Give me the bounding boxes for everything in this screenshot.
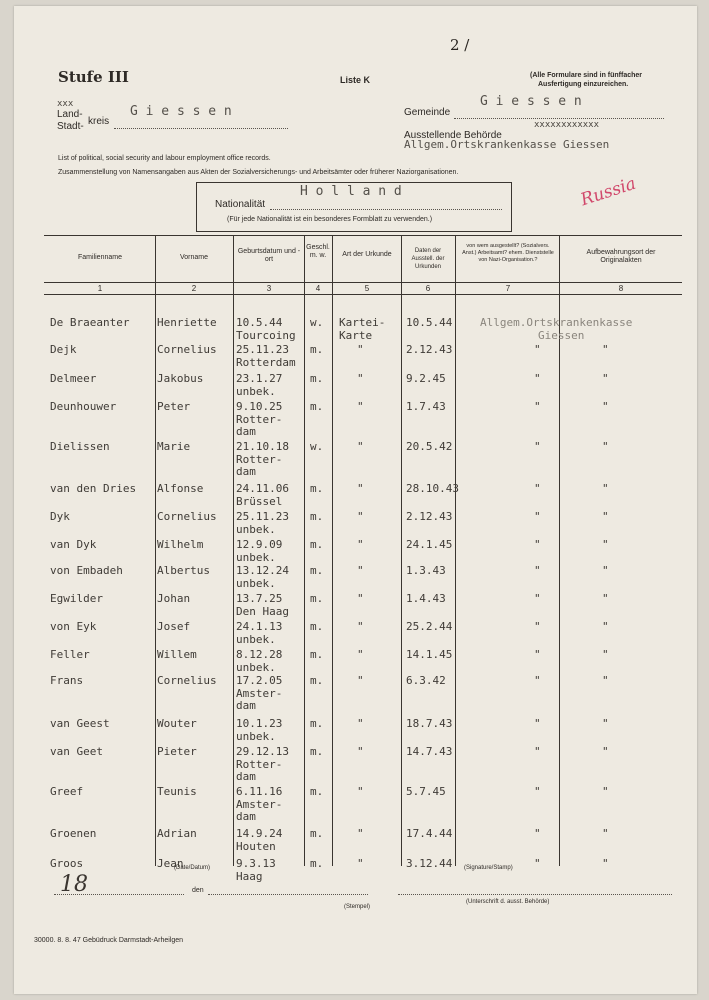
kreis-stadt-label: Stadt- — [57, 121, 84, 132]
geschlecht-cell: w. — [310, 316, 324, 329]
nationality-value: H o l l a n d — [300, 184, 402, 199]
aussteller-cell: " — [534, 343, 541, 356]
kreis-label: kreis — [88, 116, 110, 127]
behoerde-label: Ausstellende Behörde — [404, 130, 502, 141]
geschlecht-cell: m. — [310, 510, 324, 523]
document-page — [14, 6, 697, 994]
familienname-cell: Dyk — [50, 510, 70, 523]
english-description: List of political, social security and labour employment office records. — [58, 155, 271, 162]
vorname-cell: Marie — [157, 440, 191, 453]
geschlecht-cell: w. — [310, 440, 324, 453]
urkunde-cell: " — [357, 564, 364, 577]
col-header-geschlecht: Geschl. m. w. — [306, 244, 330, 259]
geburtsdatum-cell: 8.12.28 — [236, 648, 283, 661]
geburtsort-cell: Rotter- — [236, 758, 283, 771]
col-header-von-wem: von wem ausgestellt? (Sozialvers. Anst.) Arbeitsamt? ehem. Dienststelle von Nazi-Organisation.? — [462, 243, 554, 263]
table-row — [14, 564, 697, 594]
familienname-cell: von Eyk — [50, 620, 97, 633]
liste-title: Liste K — [340, 75, 371, 85]
behoerde-value: Allgem.Ortskrankenkasse Giessen — [404, 138, 610, 151]
familienname-cell: De Braeanter — [50, 316, 130, 329]
aussteller-cell: Allgem.Ortskrankenkasse — [480, 316, 633, 329]
geschlecht-cell: m. — [310, 827, 324, 840]
aussteller-cell: " — [534, 440, 541, 453]
urkunde-cell: " — [357, 674, 364, 687]
vorname-cell: Henriette — [157, 316, 217, 329]
vorname-cell: Wouter — [157, 717, 197, 730]
col-num-5: 5 — [364, 284, 370, 293]
aussteller-cell: " — [534, 592, 541, 605]
vorname-cell: Cornelius — [157, 674, 217, 687]
geburtsort-cont-cell: dam — [236, 810, 256, 823]
kreis-strike: xxx — [57, 99, 74, 109]
geschlecht-cell: m. — [310, 785, 324, 798]
printer-imprint: 30000. 8. 8. 47 Gebüdruck Darmstadt-Arheilgen — [34, 937, 184, 944]
col-header-vorname: Vorname — [179, 254, 209, 261]
aussteller-cell: " — [534, 510, 541, 523]
behoerde-strike: xxxxxxxxxxxx — [534, 120, 600, 130]
ausstellungsdatum-cell: 2.12.43 — [406, 343, 453, 356]
table-row — [14, 620, 697, 650]
urkunde-cell: " — [357, 482, 364, 495]
urkunde-cell: " — [357, 785, 364, 798]
vorname-cell: Jean — [157, 857, 184, 870]
geburtsdatum-cell: 12.9.09 — [236, 538, 283, 551]
geburtsdatum-cell: 9.10.25 — [236, 400, 283, 413]
ausstellungsdatum-cell: 25.2.44 — [406, 620, 453, 633]
geburtsdatum-cell: 24.11.06 — [236, 482, 289, 495]
ausstellungsdatum-cell: 1.3.43 — [406, 564, 446, 577]
aufbewahrung-cell: " — [602, 620, 609, 633]
aufbewahrung-cell: " — [602, 510, 609, 523]
table-row — [14, 592, 697, 622]
ausstellungsdatum-cell: 1.4.43 — [406, 592, 446, 605]
ausstellungsdatum-cell: 24.1.45 — [406, 538, 453, 551]
geburtsort-cont-cell: dam — [236, 465, 256, 478]
kreis-land-label: Land- — [57, 109, 83, 120]
urkunde-cell: " — [357, 372, 364, 385]
page-number: 2 / — [450, 36, 470, 54]
signature-label: (Signature/Stamp) — [464, 865, 513, 871]
geschlecht-cell: m. — [310, 564, 324, 577]
geburtsdatum-cell: 13.12.24 — [236, 564, 289, 577]
geburtsort-cell: Amster- — [236, 798, 283, 811]
geburtsort-cont-cell: dam — [236, 425, 256, 438]
geburtsdatum-cell: 9.3.13 — [236, 857, 276, 870]
familienname-cell: Groenen — [50, 827, 97, 840]
familienname-cell: Feller — [50, 648, 90, 661]
formulare-note-2: Ausfertigung einzureichen. — [538, 81, 629, 88]
col-num-3: 3 — [266, 284, 272, 293]
ausstellungsdatum-cell: 1.7.43 — [406, 400, 446, 413]
urkunde-cell: " — [357, 538, 364, 551]
geburtsdatum-cell: 10.1.23 — [236, 717, 283, 730]
geschlecht-cell: m. — [310, 538, 324, 551]
aufbewahrung-cell: " — [602, 440, 609, 453]
familienname-cell: Dejk — [50, 343, 77, 356]
familienname-cell: van den Dries — [50, 482, 137, 495]
gemeinde-label: Gemeinde — [404, 107, 451, 118]
geburtsort-cell: Rotter- — [236, 453, 283, 466]
aufbewahrung-cell: " — [602, 827, 609, 840]
vorname-cell: Wilhelm — [157, 538, 204, 551]
geburtsort-cell: unbek. — [236, 551, 276, 564]
familienname-cell: Greef — [50, 785, 84, 798]
urkunde-cell: " — [357, 745, 364, 758]
urkunde-cell: " — [357, 510, 364, 523]
geburtsdatum-cell: 21.10.18 — [236, 440, 289, 453]
col-header-geburtsdatum: Geburtsdatum und -ort — [237, 248, 301, 263]
urkunde-cell: " — [357, 648, 364, 661]
geburtsdatum-cell: 6.11.16 — [236, 785, 283, 798]
vorname-cell: Alfonse — [157, 482, 204, 495]
aufbewahrung-cell: " — [602, 564, 609, 577]
table-row — [14, 674, 697, 712]
urkunde-cont-cell: Karte — [339, 329, 373, 342]
aussteller-cell: " — [534, 857, 541, 870]
table-row — [14, 343, 697, 373]
vorname-cell: Willem — [157, 648, 197, 661]
ausstellungsdatum-cell: 14.7.43 — [406, 745, 453, 758]
vorname-cell: Jakobus — [157, 372, 204, 385]
urkunde-cell: " — [357, 827, 364, 840]
geburtsort-cell: unbek. — [236, 661, 276, 674]
col-num-2: 2 — [191, 284, 197, 293]
aussteller-cont-cell: Giessen — [538, 329, 585, 342]
table-row — [14, 440, 697, 478]
vorname-cell: Teunis — [157, 785, 197, 798]
geschlecht-cell: m. — [310, 620, 324, 633]
geschlecht-cell: m. — [310, 482, 324, 495]
col-num-4: 4 — [315, 284, 321, 293]
urkunde-cell: " — [357, 440, 364, 453]
handwritten-annotation: Russia — [578, 173, 639, 211]
geburtsdatum-cell: 10.5.44 — [236, 316, 283, 329]
geburtsort-cell: Houten — [236, 840, 276, 853]
geschlecht-cell: m. — [310, 745, 324, 758]
table-row — [14, 717, 697, 747]
ausstellungsdatum-cell: 17.4.44 — [406, 827, 453, 840]
geburtsort-cell: unbek. — [236, 385, 276, 398]
familienname-cell: Delmeer — [50, 372, 97, 385]
geburtsort-cont-cell: dam — [236, 770, 256, 783]
geburtsdatum-cell: 13.7.25 — [236, 592, 283, 605]
table-row — [14, 827, 697, 857]
aussteller-cell: " — [534, 674, 541, 687]
geburtsort-cell: unbek. — [236, 730, 276, 743]
ausstellungsdatum-cell: 20.5.42 — [406, 440, 453, 453]
ausstellungsdatum-cell: 18.7.43 — [406, 717, 453, 730]
date-label: (Date/Datum) — [174, 865, 211, 871]
table-row — [14, 372, 697, 402]
col-num-7: 7 — [505, 284, 511, 293]
geburtsdatum-cell: 25.11.23 — [236, 343, 289, 356]
geburtsort-cont-cell: dam — [236, 699, 256, 712]
geburtsort-cell: Brüssel — [236, 495, 283, 508]
geschlecht-cell: m. — [310, 674, 324, 687]
vorname-cell: Pieter — [157, 745, 197, 758]
geburtsdatum-cell: 25.11.23 — [236, 510, 289, 523]
geburtsort-cell: unbek. — [236, 577, 276, 590]
aussteller-cell: " — [534, 648, 541, 661]
geschlecht-cell: m. — [310, 717, 324, 730]
familienname-cell: Dielissen — [50, 440, 110, 453]
geburtsort-cell: unbek. — [236, 633, 276, 646]
unterschrift-label: (Unterschrift d. ausst. Behörde) — [466, 899, 550, 905]
aufbewahrung-cell: " — [602, 592, 609, 605]
vorname-cell: Peter — [157, 400, 191, 413]
aufbewahrung-cell: " — [602, 785, 609, 798]
nationality-note: (Für jede Nationalität ist ein besonderes Formblatt zu verwenden.) — [227, 216, 433, 223]
col-header-familienname: Familienname — [78, 254, 122, 261]
familienname-cell: van Geet — [50, 745, 103, 758]
aussteller-cell: " — [534, 785, 541, 798]
aufbewahrung-cell: " — [602, 343, 609, 356]
aufbewahrung-cell: " — [602, 648, 609, 661]
aussteller-cell: " — [534, 482, 541, 495]
ausstellungsdatum-cell: 9.2.45 — [406, 372, 446, 385]
vorname-cell: Johan — [157, 592, 191, 605]
familienname-cell: Frans — [50, 674, 84, 687]
aufbewahrung-cell: " — [602, 372, 609, 385]
formulare-note-1: (Alle Formulare sind in fünffacher — [530, 72, 643, 79]
kreis-value: G i e s s e n — [130, 104, 232, 119]
nationality-label: Nationalität — [215, 199, 266, 210]
aussteller-cell: " — [534, 717, 541, 730]
vorname-cell: Cornelius — [157, 510, 217, 523]
geburtsdatum-cell: 14.9.24 — [236, 827, 283, 840]
urkunde-cell: Kartei- — [339, 316, 386, 329]
geschlecht-cell: m. — [310, 343, 324, 356]
urkunde-cell: " — [357, 400, 364, 413]
geburtsort-cell: unbek. — [236, 523, 276, 536]
table-row — [14, 857, 697, 887]
aussteller-cell: " — [534, 538, 541, 551]
col-num-6: 6 — [425, 284, 431, 293]
vorname-cell: Adrian — [157, 827, 197, 840]
geschlecht-cell: m. — [310, 400, 324, 413]
ausstellungsdatum-cell: 10.5.44 — [406, 316, 453, 329]
geschlecht-cell: m. — [310, 372, 324, 385]
ausstellungsdatum-cell: 6.3.42 — [406, 674, 446, 687]
geburtsort-cell: Rotterdam — [236, 356, 296, 369]
aufbewahrung-cell: " — [602, 745, 609, 758]
familienname-cell: von Embadeh — [50, 564, 123, 577]
stufe-title: Stufe III — [58, 68, 129, 86]
aussteller-cell: " — [534, 564, 541, 577]
table-row — [14, 316, 697, 346]
geburtsdatum-cell: 29.12.13 — [236, 745, 289, 758]
urkunde-cell: " — [357, 717, 364, 730]
german-description: Zusammenstellung von Namensangaben aus Akten der Sozialversicherungs- und Arbeitsämter oder früherer Naziorganisationen. — [58, 169, 459, 176]
ausstellungsdatum-cell: 5.7.45 — [406, 785, 446, 798]
geburtsort-cell: Tourcoing — [236, 329, 296, 342]
urkunde-cell: " — [357, 343, 364, 356]
table-row — [14, 745, 697, 783]
familienname-cell: van Geest — [50, 717, 110, 730]
geburtsort-cell: Rotter- — [236, 413, 283, 426]
familienname-cell: Groos — [50, 857, 84, 870]
urkunde-cell: " — [357, 592, 364, 605]
gemeinde-value: G i e s s e n — [480, 94, 582, 109]
geburtsdatum-cell: 24.1.13 — [236, 620, 283, 633]
geburtsort-cell: Amster- — [236, 687, 283, 700]
ausstellungsdatum-cell: 3.12.44 — [406, 857, 453, 870]
stempel-label: (Stempel) — [344, 904, 371, 910]
aufbewahrung-cell: " — [602, 400, 609, 413]
col-num-1: 1 — [97, 284, 103, 293]
aussteller-cell: " — [534, 372, 541, 385]
table-row — [14, 400, 697, 438]
col-num-8: 8 — [618, 284, 624, 293]
geburtsdatum-cell: 23.1.27 — [236, 372, 283, 385]
familienname-cell: Deunhouwer — [50, 400, 117, 413]
aussteller-cell: " — [534, 827, 541, 840]
aussteller-cell: " — [534, 620, 541, 633]
geburtsort-cell: Haag — [236, 870, 263, 883]
geschlecht-cell: m. — [310, 648, 324, 661]
aufbewahrung-cell: " — [602, 538, 609, 551]
ausstellungsdatum-cell: 14.1.45 — [406, 648, 453, 661]
col-header-daten: Daten der Ausstell. der Urkunden — [411, 248, 445, 270]
vorname-cell: Cornelius — [157, 343, 217, 356]
ausstellungsdatum-cell: 2.12.43 — [406, 510, 453, 523]
geschlecht-cell: m. — [310, 592, 324, 605]
urkunde-cell: " — [357, 620, 364, 633]
geburtsdatum-cell: 17.2.05 — [236, 674, 283, 687]
familienname-cell: Egwilder — [50, 592, 103, 605]
urkunde-cell: " — [357, 857, 364, 870]
col-header-art: Art der Urkunde — [342, 251, 392, 258]
aufbewahrung-cell: " — [602, 857, 609, 870]
handwritten-count: 18 — [60, 872, 88, 897]
geschlecht-cell: m. — [310, 857, 324, 870]
den-label: den — [192, 887, 204, 894]
familienname-cell: van Dyk — [50, 538, 97, 551]
aufbewahrung-cell: " — [602, 674, 609, 687]
vorname-cell: Josef — [157, 620, 191, 633]
table-row — [14, 785, 697, 823]
aufbewahrung-cell: " — [602, 482, 609, 495]
aussteller-cell: " — [534, 745, 541, 758]
ausstellungsdatum-cell: 28.10.43 — [406, 482, 459, 495]
table-row — [14, 482, 697, 512]
geburtsort-cell: Den Haag — [236, 605, 289, 618]
col-header-aufbewahrung: Aufbewahrungsort der Originalakten — [586, 249, 656, 264]
aufbewahrung-cell: " — [602, 717, 609, 730]
table-row — [14, 510, 697, 540]
vorname-cell: Albertus — [157, 564, 210, 577]
aussteller-cell: " — [534, 400, 541, 413]
